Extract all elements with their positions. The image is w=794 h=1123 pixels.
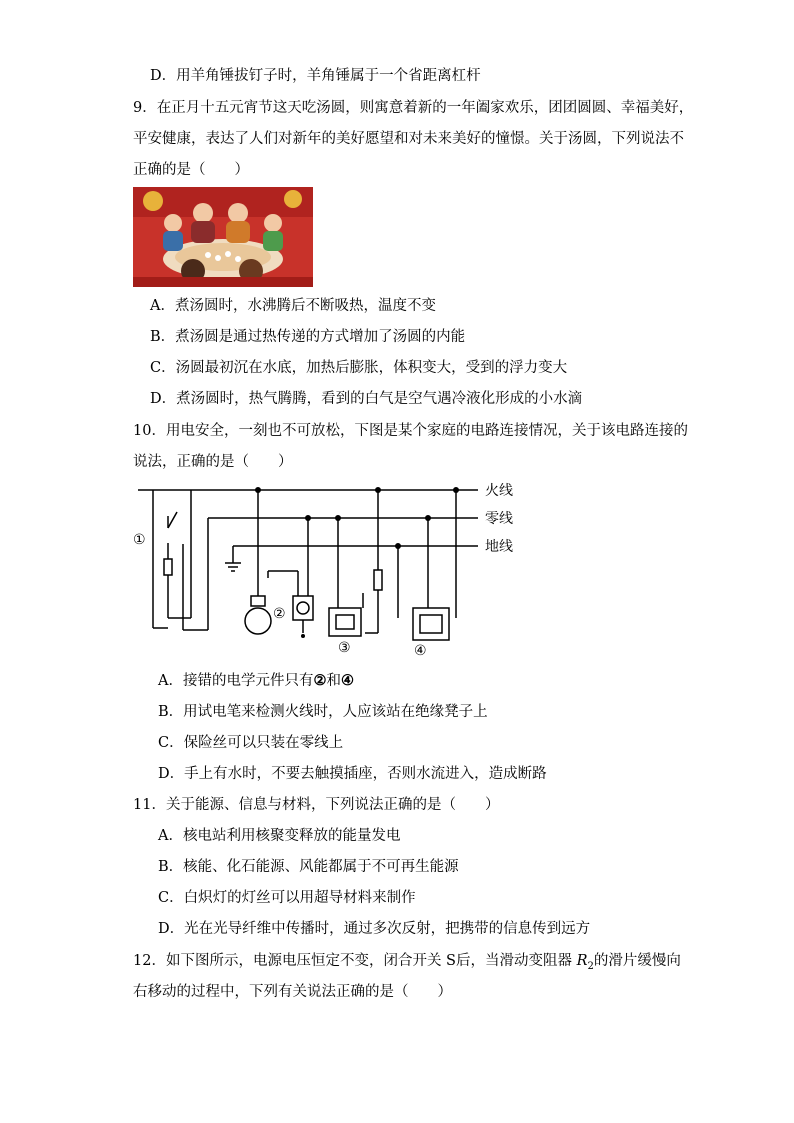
neutral-wire-label: 零线 <box>485 511 513 527</box>
q10-option-a <box>158 671 354 691</box>
q9-option-d: D．煮汤圆时，热气腾腾，看到的白气是空气遇冷液化形成的小水滴 <box>150 391 583 407</box>
mark-1: ① <box>133 532 146 548</box>
q11-stem: 11．关于能源、信息与材料，下列说法正确的是（ ） <box>133 797 500 813</box>
q9-option-b: B．煮汤圆是通过热传递的方式增加了汤圆的内能 <box>150 329 466 345</box>
mark-3: ③ <box>338 640 351 656</box>
q11-option-a: A．核电站利用核聚变释放的能量发电 <box>158 828 401 844</box>
mark-2: ② <box>273 606 286 622</box>
q9-option-c: C．汤圆最初沉在水底，加热后膨胀，体积变大，受到的浮力变大 <box>150 360 568 376</box>
q12-stem-line1-a: 12．如下图所示，电源电压恒定不变，闭合开关 S后，当滑动变阻器 <box>133 953 577 969</box>
q10-option-c: C．保险丝可以只装在零线上 <box>158 735 344 751</box>
q10-stem-line1: 10．用电安全，一刻也不可放松，下图是某个家庭的电路连接情况，关于该电路连接的 <box>133 423 688 439</box>
q12-stem-line2: 右移动的过程中，下列有关说法正确的是（ ） <box>133 984 452 1000</box>
q11-option-d: D．光在光导纤维中传播时，通过多次反射，把携带的信息传到远方 <box>158 921 591 937</box>
live-wire-label: 火线 <box>485 483 513 499</box>
q11-option-b: B．核能、化石能源、风能都属于不可再生能源 <box>158 859 459 875</box>
q9-stem-line3: 正确的是（ ） <box>133 162 249 178</box>
q9-stem-line1: 9．在正月十五元宵节这天吃汤圆，则寓意着新的一年阖家欢乐，团团圆圆、幸福美好， <box>133 100 694 116</box>
q10-option-a-prefix: A．接错的电学元件只有 <box>158 673 314 689</box>
q12-r-subscript: 2 <box>587 960 594 972</box>
q11-option-c: C．白炽灯的灯丝可以用超导材料来制作 <box>158 890 416 906</box>
q12-stem-line1-b: 的滑片缓慢向 <box>593 953 681 969</box>
family-dinner-image <box>133 187 313 287</box>
q10-option-a-mark-2: ② <box>313 672 327 689</box>
q9-stem-line2: 平安健康，表达了人们对新年的美好愿望和对未来美好的憧憬。关于汤圆，下列说法不 <box>133 131 684 147</box>
household-circuit-diagram <box>133 478 533 658</box>
mark-4: ④ <box>414 643 427 658</box>
q10-option-d: D．手上有水时，不要去触摸插座，否则水流进入，造成断路 <box>158 766 547 782</box>
q10-option-a-and: 和 <box>326 673 341 689</box>
ground-wire-label: 地线 <box>485 539 513 555</box>
q9-option-a: A．煮汤圆时，水沸腾后不断吸热，温度不变 <box>150 298 436 314</box>
q12-r-symbol: R <box>576 953 588 969</box>
q12-stem-line1 <box>133 951 681 977</box>
q10-option-b: B．用试电笔来检测火线时，人应该站在绝缘凳子上 <box>158 704 488 720</box>
q10-option-a-mark-4: ④ <box>340 672 354 689</box>
q10-stem-line2: 说法，正确的是（ ） <box>133 454 293 470</box>
q8-option-d: D．用羊角锤拔钉子时，羊角锤属于一个省距离杠杆 <box>150 68 481 84</box>
